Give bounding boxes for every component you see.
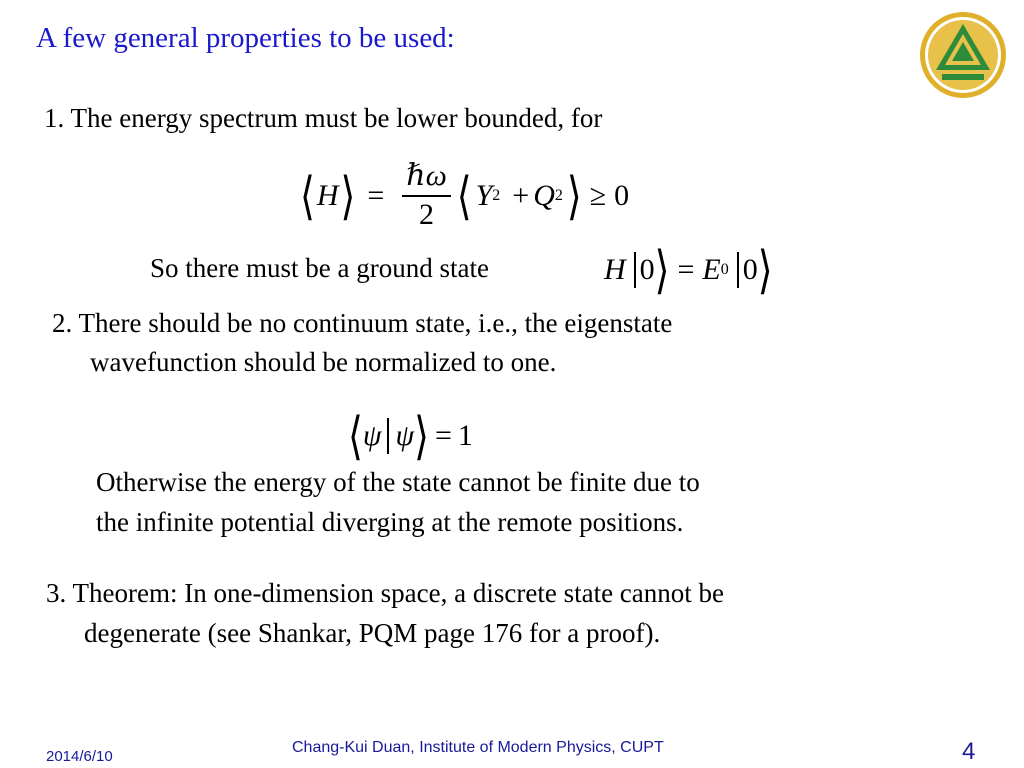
page-number: 4 [962,738,976,765]
item-3-line-2: degenerate (see Shankar, PQM page 176 for a proof). [84,618,661,648]
eq1-numerator: ℏω [402,159,451,197]
eq1-fraction [402,159,451,233]
footer-author: Chang-Kui Duan, Institute of Modern Physics, CUPT [292,739,664,756]
otherwise-line-1: Otherwise the energy of the state cannot be finite due to [96,467,700,497]
eq2-ket: 0 [639,253,655,286]
eq2-e: E [702,253,721,286]
eq3-psi-bra: ψ [362,419,382,452]
ground-state-equation: H 0 ⟩ = E 0 0 ⟩ [604,240,773,300]
university-logo [918,10,1008,100]
otherwise-line-2: the infinite potential diverging at the remote positions. [96,507,684,537]
slide-title: A few general properties to be used: [36,22,455,54]
eq1-equals: = [367,179,385,212]
eq1-denominator: 2 [419,198,434,231]
energy-expectation-equation: ⟨ H ⟩ = $\frac{\text{ℏω}}{2}$ ⟨ Y 2 + Q 2 ⟩ ≥ 0 [300,159,630,231]
eq1-q: Q [533,179,555,212]
eq1-y-exp: 2 [492,187,501,204]
footer-date: 2014/6/10 [46,748,113,765]
eq2-h: H [604,253,626,286]
logo-emblem-icon [918,10,1008,100]
item-2-line-2: wavefunction should be normalized to one. [90,347,557,377]
eq1-h: H [316,179,339,212]
eq3-equals: = [434,419,452,452]
eq2-ket2: 0 [742,253,758,286]
eq3-psi-ket: ψ [395,419,415,452]
eq2-equals: = [677,253,695,286]
eq1-plus: + [512,179,530,212]
eq1-y: Y [475,179,493,212]
item-3-line-1: 3. Theorem: In one-dimension space, a discrete state cannot be [46,578,725,608]
ground-state-text: So there must be a ground state [150,253,489,283]
eq1-q-exp: 2 [554,187,563,204]
eq1-zero: 0 [614,179,630,212]
eq1-geq: ≥ [589,179,607,212]
eq3-one: 1 [457,419,473,452]
item-1-text: 1. The energy spectrum must be lower bounded, for [44,103,603,133]
item-2-line-1: 2. There should be no continuum state, i.e., the eigenstate [52,308,673,338]
normalization-equation: ⟨ ψ ψ ⟩ = 1 [348,406,473,466]
eq2-sub: 0 [720,261,729,278]
